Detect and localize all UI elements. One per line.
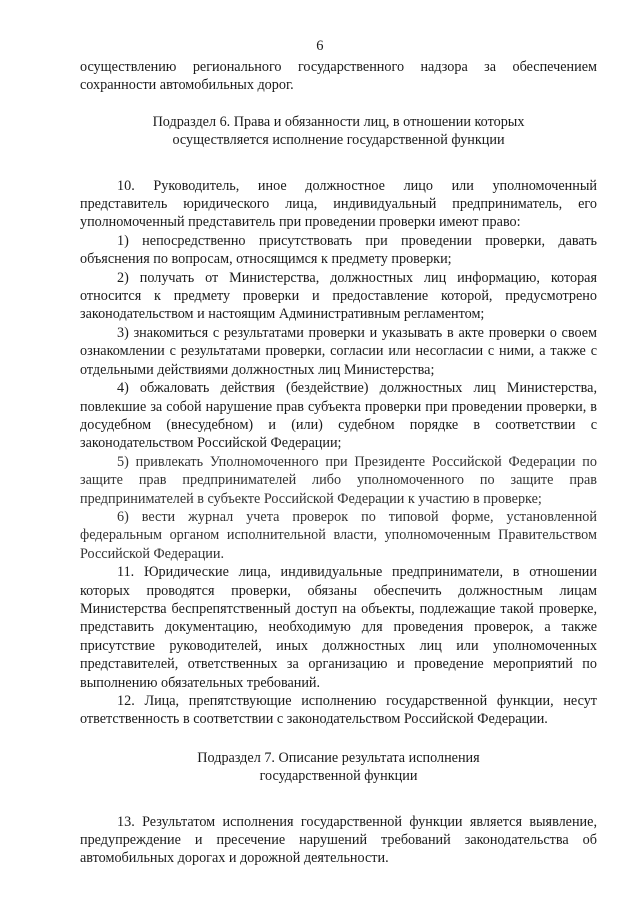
subsection-7-heading-line-2: государственной функции	[259, 768, 418, 785]
page-number: 6	[316, 38, 324, 54]
intro-continuation: осуществлению регионального государственного надзора за обеспечением сохранности автомобильных дорог.	[80, 59, 597, 94]
document-body	[80, 58, 597, 868]
paragraph-10-item-6: 6) вести журнал учета проверок по типовой форме, установленной федеральным органом исполнительной власти, уполномоченным Правительством Российской Федерации.	[80, 508, 597, 562]
paragraph-12: 12. Лица, препятствующие исполнению государственной функции, несут ответственность в соответствии с законодательством Российской Федерации.	[80, 693, 597, 728]
subsection-7-heading	[80, 749, 597, 786]
subsection-6-heading-line-2: осуществляется исполнение государственной функции	[172, 132, 505, 149]
paragraph-10-item-3: 3) знакомиться с результатами проверки и указывать в акте проверки о своем ознакомлении с результатами проверки, согласии или несогласии с ними, а также с отдельными действиями должностных лиц Министерства;	[80, 324, 597, 378]
paragraph-13: 13. Результатом исполнения государственной функции является выявление, предупреждение и пресечение нарушений требований законодательства об автомобильных дорогах и дорожной деятельности.	[80, 813, 597, 867]
paragraph-10-item-5: 5) привлекать Уполномоченного при Президенте Российской Федерации по защите прав предпринимателей либо уполномоченного по защите прав предпринимателей в субъекте Российской Федерации к участию в проверке;	[80, 453, 597, 507]
paragraph-10-item-1: 1) непосредственно присутствовать при проведении проверки, давать объяснения по вопросам, относящимся к предмету проверки;	[80, 232, 597, 268]
subsection-7-heading-line-1: Подраздел 7. Описание результата исполнения	[197, 749, 480, 766]
paragraph-10: 10. Руководитель, иное должностное лицо или уполномоченный представитель юридического лица, индивидуальный предприниматель, его уполномоченный представитель при проведении проверки имеют право:	[80, 177, 597, 231]
paragraph-11: 11. Юридические лица, индивидуальные предприниматели, в отношении которых проводятся проверки, обязаны обеспечить должностным лицам Министерства беспрепятственный доступ на объекты, подлежащие такой проверке, представить документацию, необходимую для проведения проверок, а также присутствие руководителей, иных должностных лиц или уполномоченных представителей, ответственных за организацию и проведение мероприятий по выполнению обязательных требований.	[80, 564, 597, 691]
subsection-6-heading	[80, 113, 597, 150]
paragraph-10-item-2: 2) получать от Министерства, должностных лиц информацию, которая относится к предмету проверки и предоставление которой, предусмотрено законодательством и настоящим Административным регламентом;	[80, 269, 597, 323]
subsection-6-heading-line-1: Подраздел 6. Права и обязанности лиц, в отношении которых	[152, 113, 525, 130]
paragraph-10-item-4: 4) обжаловать действия (бездействие) должностных лиц Министерства, повлекшие за собой нарушение прав субъекта проверки при проведении проверки, в досудебном (внесудебном) и (или) судебном порядке в соответствии с законодательством Российской Федерации;	[80, 380, 597, 452]
